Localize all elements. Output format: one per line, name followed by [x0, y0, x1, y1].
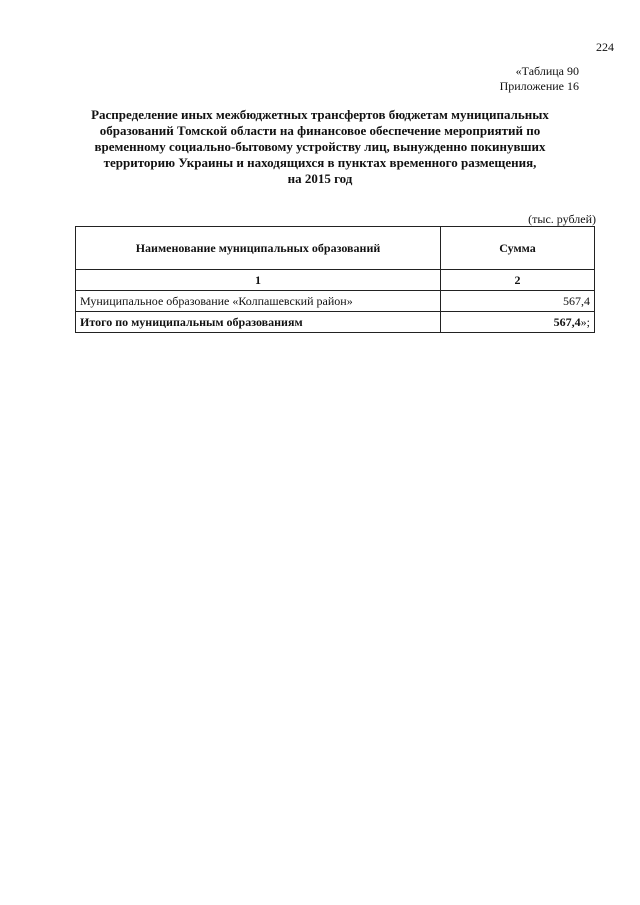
column-number: 1: [76, 270, 441, 291]
title-line: на 2015 год: [287, 171, 353, 186]
header-amount: Сумма: [441, 227, 595, 270]
document-title: [50, 107, 590, 187]
table-row: [76, 291, 595, 312]
units-label: (тыс. рублей): [528, 212, 596, 226]
total-amount-cell: [441, 312, 595, 333]
title-line: образований Томской области на финансовое обеспечение мероприятий по: [99, 123, 541, 138]
table-reference: [500, 64, 579, 94]
title-line: Распределение иных межбюджетных трансфертов бюджетам муниципальных: [91, 107, 549, 122]
row-amount: 567,4: [441, 291, 595, 312]
total-amount: 567,4: [553, 314, 581, 329]
title-line: территорию Украины и находящихся в пунктах временного размещения,: [103, 155, 537, 170]
title-line: временному социально-бытовому устройству лиц, вынужденно покинувших: [94, 139, 546, 154]
column-number-row: [76, 270, 595, 291]
transfers-table: [75, 226, 595, 333]
appendix-number: Приложение 16: [499, 79, 579, 93]
table-header-row: [76, 227, 595, 270]
closing-quote: »;: [580, 314, 590, 329]
column-number: 2: [441, 270, 595, 291]
total-row: [76, 312, 595, 333]
table-number: «Таблица 90: [515, 64, 579, 78]
header-name: Наименование муниципальных образований: [76, 227, 441, 270]
row-name: Муниципальное образование «Колпашевский район»: [76, 291, 441, 312]
page-number: 224: [596, 40, 614, 54]
total-name: Итого по муниципальным образованиям: [76, 312, 441, 333]
